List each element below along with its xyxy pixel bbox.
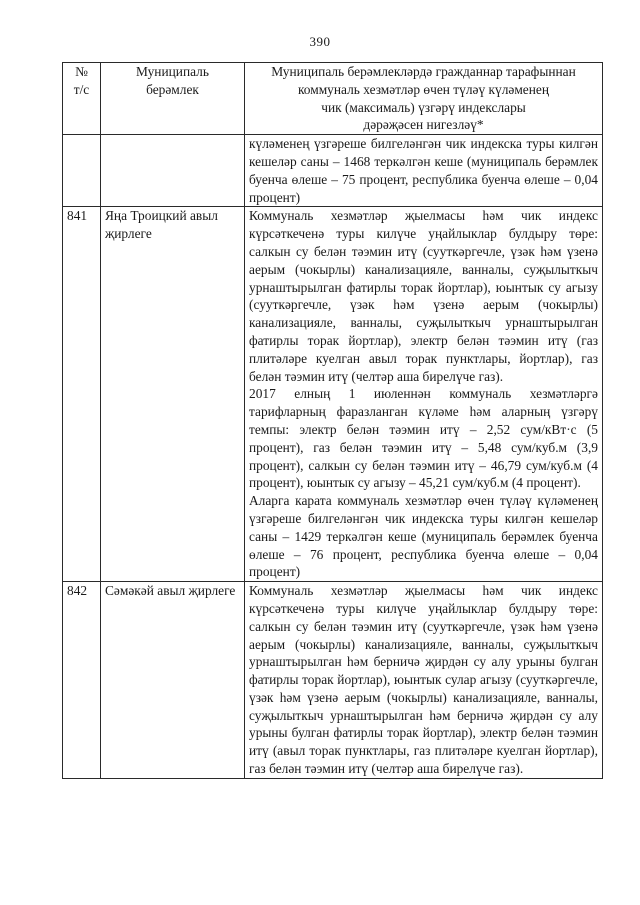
header-description: Муниципаль берәмлекләрдә гражданнар тарафыннан коммуналь хезмәтләр өчен түләү күләменең чик (максималь) үзгәрү индекслары дәрәҗәсен нигезләү* xyxy=(245,63,603,135)
row-description: күләменең үзгәреше билгеләнгән чик индекска туры килгән кешеләр саны – 1468 теркәлгән кеше (муниципаль берәмлек буенча өлеше – 75 процент, республика буенча өлеше – 0,04 процент) xyxy=(245,135,603,207)
row-description: Коммуналь хезмәтләр җыелмасы һәм чик индекс күрсәткеченә туры килүче уңайлыклар булдыру төре: салкын су белән тәэмин итү (сууткәргечле, үзәк һәм үзенә аерым (чокырлы) канализацияле, ванналы, суҗылыткыч урнаштырылган фатирлы торак йортлар), юынтык су агызу (сууткәргечле, үзәк һәм үзенә аерым (чокырлы) канализацияле, ванналы, суҗылыткыч урнаштырылган фатирлы торак йортлар), электр белән тәэмин итү (газ плитәләре куелган авыл торак пунктлары, йортлар), газ белән тәэмин итү (челтәр аша бирелүче газ). 2017 елның 1 июленнән коммуналь хезмәтләргә тарифларның фаразланган күләме һәм аларның үзгәрү темпы: электр белән тәэмин итү – 2,52 сум/кВт·с (5 процент), газ белән тәэмин итү – 5,48 сум/куб.м (3,9 процент), салкын су белән тәэмин итү – 46,79 сум/куб.м (4 процент), юынтык су агызу – 45,21 сум/куб.м (4 процент). Аларга карата коммуналь хезмәтләр өчен түләү күләменең үзгәреше билгеләнгән чик индекска туры килгән кешеләр саны – 1429 теркәлгән кеше (муниципаль берәмлек буенча өлеше – 76 процент, республика буенча өлеше – 0,04 процент) xyxy=(245,207,603,582)
table-row xyxy=(63,207,603,582)
row-municipality xyxy=(101,135,245,207)
table-header-row xyxy=(63,63,603,135)
row-number xyxy=(63,135,101,207)
header-number: № т/с xyxy=(63,63,101,135)
table-row xyxy=(63,135,603,207)
row-description: Коммуналь хезмәтләр җыелмасы һәм чик индекс күрсәткеченә туры килүче уңайлыклар булдыру төре: салкын су белән тәэмин итү (сууткәргечле, үзәк һәм үзенә аерым (чокырлы) канализацияле, ванналы, суҗылыткыч урнаштырылган һәм берничә җирдән су алу урыны булган фатирлы торак йортлар), юынтык сулар агызу (сууткәргечле, үзәк һәм үзенә аерым (чокырлы) канализацияле, ванналы, суҗылыткыч урнаштырылган һәм берничә җирдән су алу урыны булган фатирлы торак йортлар), электр белән тәэмин итү (авыл торак пунктлары, газ плитәләре куелган йортлар), газ белән тәэмин итү (челтәр аша бирелүче газ). xyxy=(245,582,603,779)
row-municipality: Сәмәкәй авыл җирлеге xyxy=(101,582,245,779)
row-municipality: Яңа Троицкий авыл җирлеге xyxy=(101,207,245,582)
header-municipality: Муниципаль берәмлек xyxy=(101,63,245,135)
table-row xyxy=(63,582,603,779)
row-number: 842 xyxy=(63,582,101,779)
tariff-table xyxy=(62,62,603,779)
row-number: 841 xyxy=(63,207,101,582)
page-number: 390 xyxy=(309,34,331,49)
